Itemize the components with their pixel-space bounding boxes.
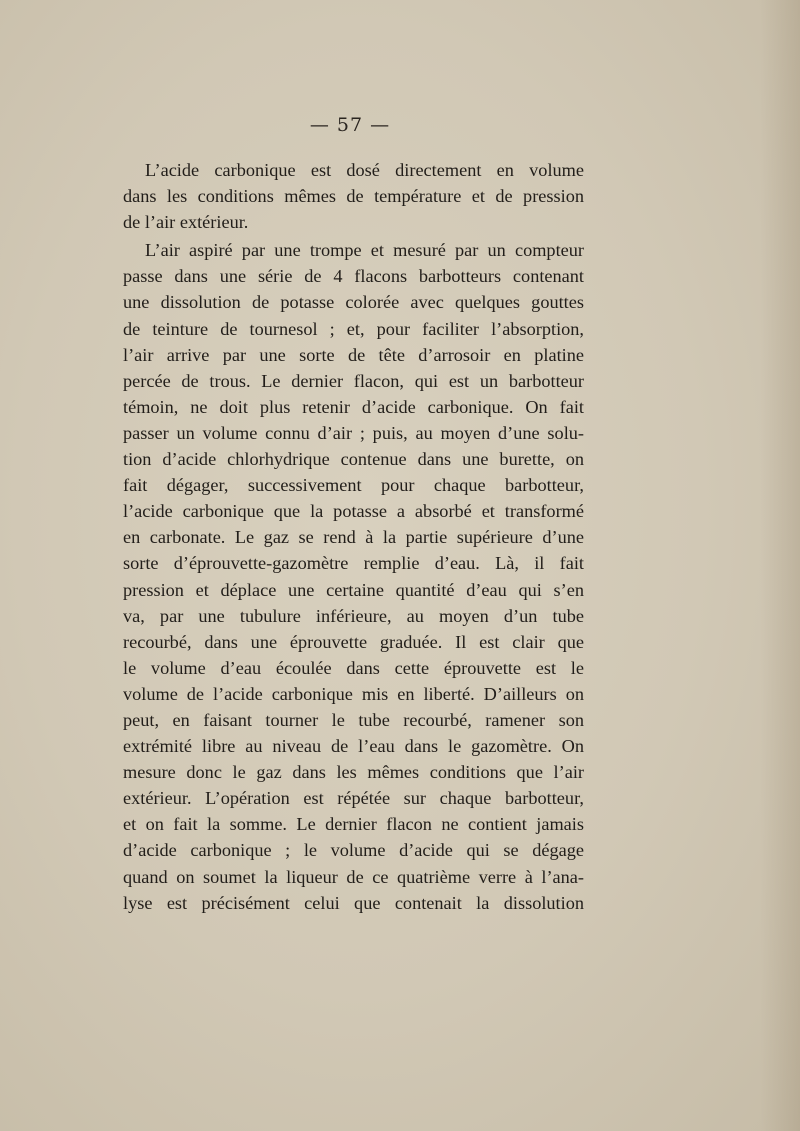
text-line: de teinture de tournesol ; et, pour faciliter l’absorption, xyxy=(123,318,584,339)
paragraph-1 xyxy=(123,157,584,235)
text-line: l’air arrive par une sorte de tête d’arrosoir en platine xyxy=(123,344,584,365)
page-edge-shadow xyxy=(760,0,800,1131)
text-line: passer un volume connu d’air ; puis, au moyen d’une solu- xyxy=(123,422,584,443)
text-line: tion d’acide chlorhydrique contenue dans une burette, on xyxy=(123,449,584,470)
text-line: fait dégager, successivement pour chaque barbotteur, xyxy=(123,475,584,496)
text-line: sorte d’éprouvette-gazomètre remplie d’eau. Là, il fait xyxy=(123,553,584,574)
text-line: L’acide carbonique est dosé directement en volume xyxy=(145,160,584,180)
text-line: en carbonate. Le gaz se rend à la partie supérieure d’une xyxy=(123,527,584,548)
page-number: — 57 — xyxy=(309,114,391,136)
text-line xyxy=(123,916,584,942)
text-line: de l’air extérieur. xyxy=(123,212,249,233)
text-line: L’air aspiré par une trompe et mesuré par un compteur xyxy=(145,240,584,261)
text-line: volume de l’acide carbonique mis en liberté. D’ailleurs on xyxy=(123,683,584,704)
text-line: passe dans une série de 4 flacons barbotteurs contenant xyxy=(123,266,584,287)
text-line: témoin, ne doit plus retenir d’acide carbonique. On fait xyxy=(123,396,584,417)
text-line: dans les conditions mêmes de température et de pression xyxy=(123,186,584,207)
text-line: le volume d’eau écoulée dans cette éprouvette est le xyxy=(123,657,584,678)
text-line: extérieur. L’opération est répétée sur chaque barbotteur, xyxy=(123,788,584,809)
text-line: extrémité libre au niveau de l’eau dans le gazomètre. On xyxy=(123,736,584,757)
text-line: et on fait la somme. Le dernier flacon ne contient jamais xyxy=(123,814,584,835)
body-text xyxy=(123,157,584,942)
text-line: percée de trous. Le dernier flacon, qui est un barbotteur xyxy=(123,370,584,391)
text-line: mesure donc le gaz dans les mêmes conditions que l’air xyxy=(123,762,584,783)
text-line: va, par une tubulure inférieure, au moyen d’un tube xyxy=(123,605,584,626)
text-line: l’acide carbonique que la potasse a absorbé et transformé xyxy=(123,501,584,522)
text-line: pression et déplace une certaine quantité d’eau qui s’en xyxy=(123,579,584,600)
text-line: quand on soumet la liqueur de ce quatrième verre à l’ana- xyxy=(123,866,584,887)
text-line: peut, en faisant tourner le tube recourbé, ramener son xyxy=(123,709,584,730)
text-line: lyse est précisément celui que contenait la dissolution xyxy=(123,892,584,913)
text-line: d’acide carbonique ; le volume d’acide qui se dégage xyxy=(123,840,584,861)
paragraph-2 xyxy=(123,237,584,942)
text-line: recourbé, dans une éprouvette graduée. Il est clair que xyxy=(123,631,584,652)
text-line: une dissolution de potasse colorée avec quelques gouttes xyxy=(123,292,584,313)
